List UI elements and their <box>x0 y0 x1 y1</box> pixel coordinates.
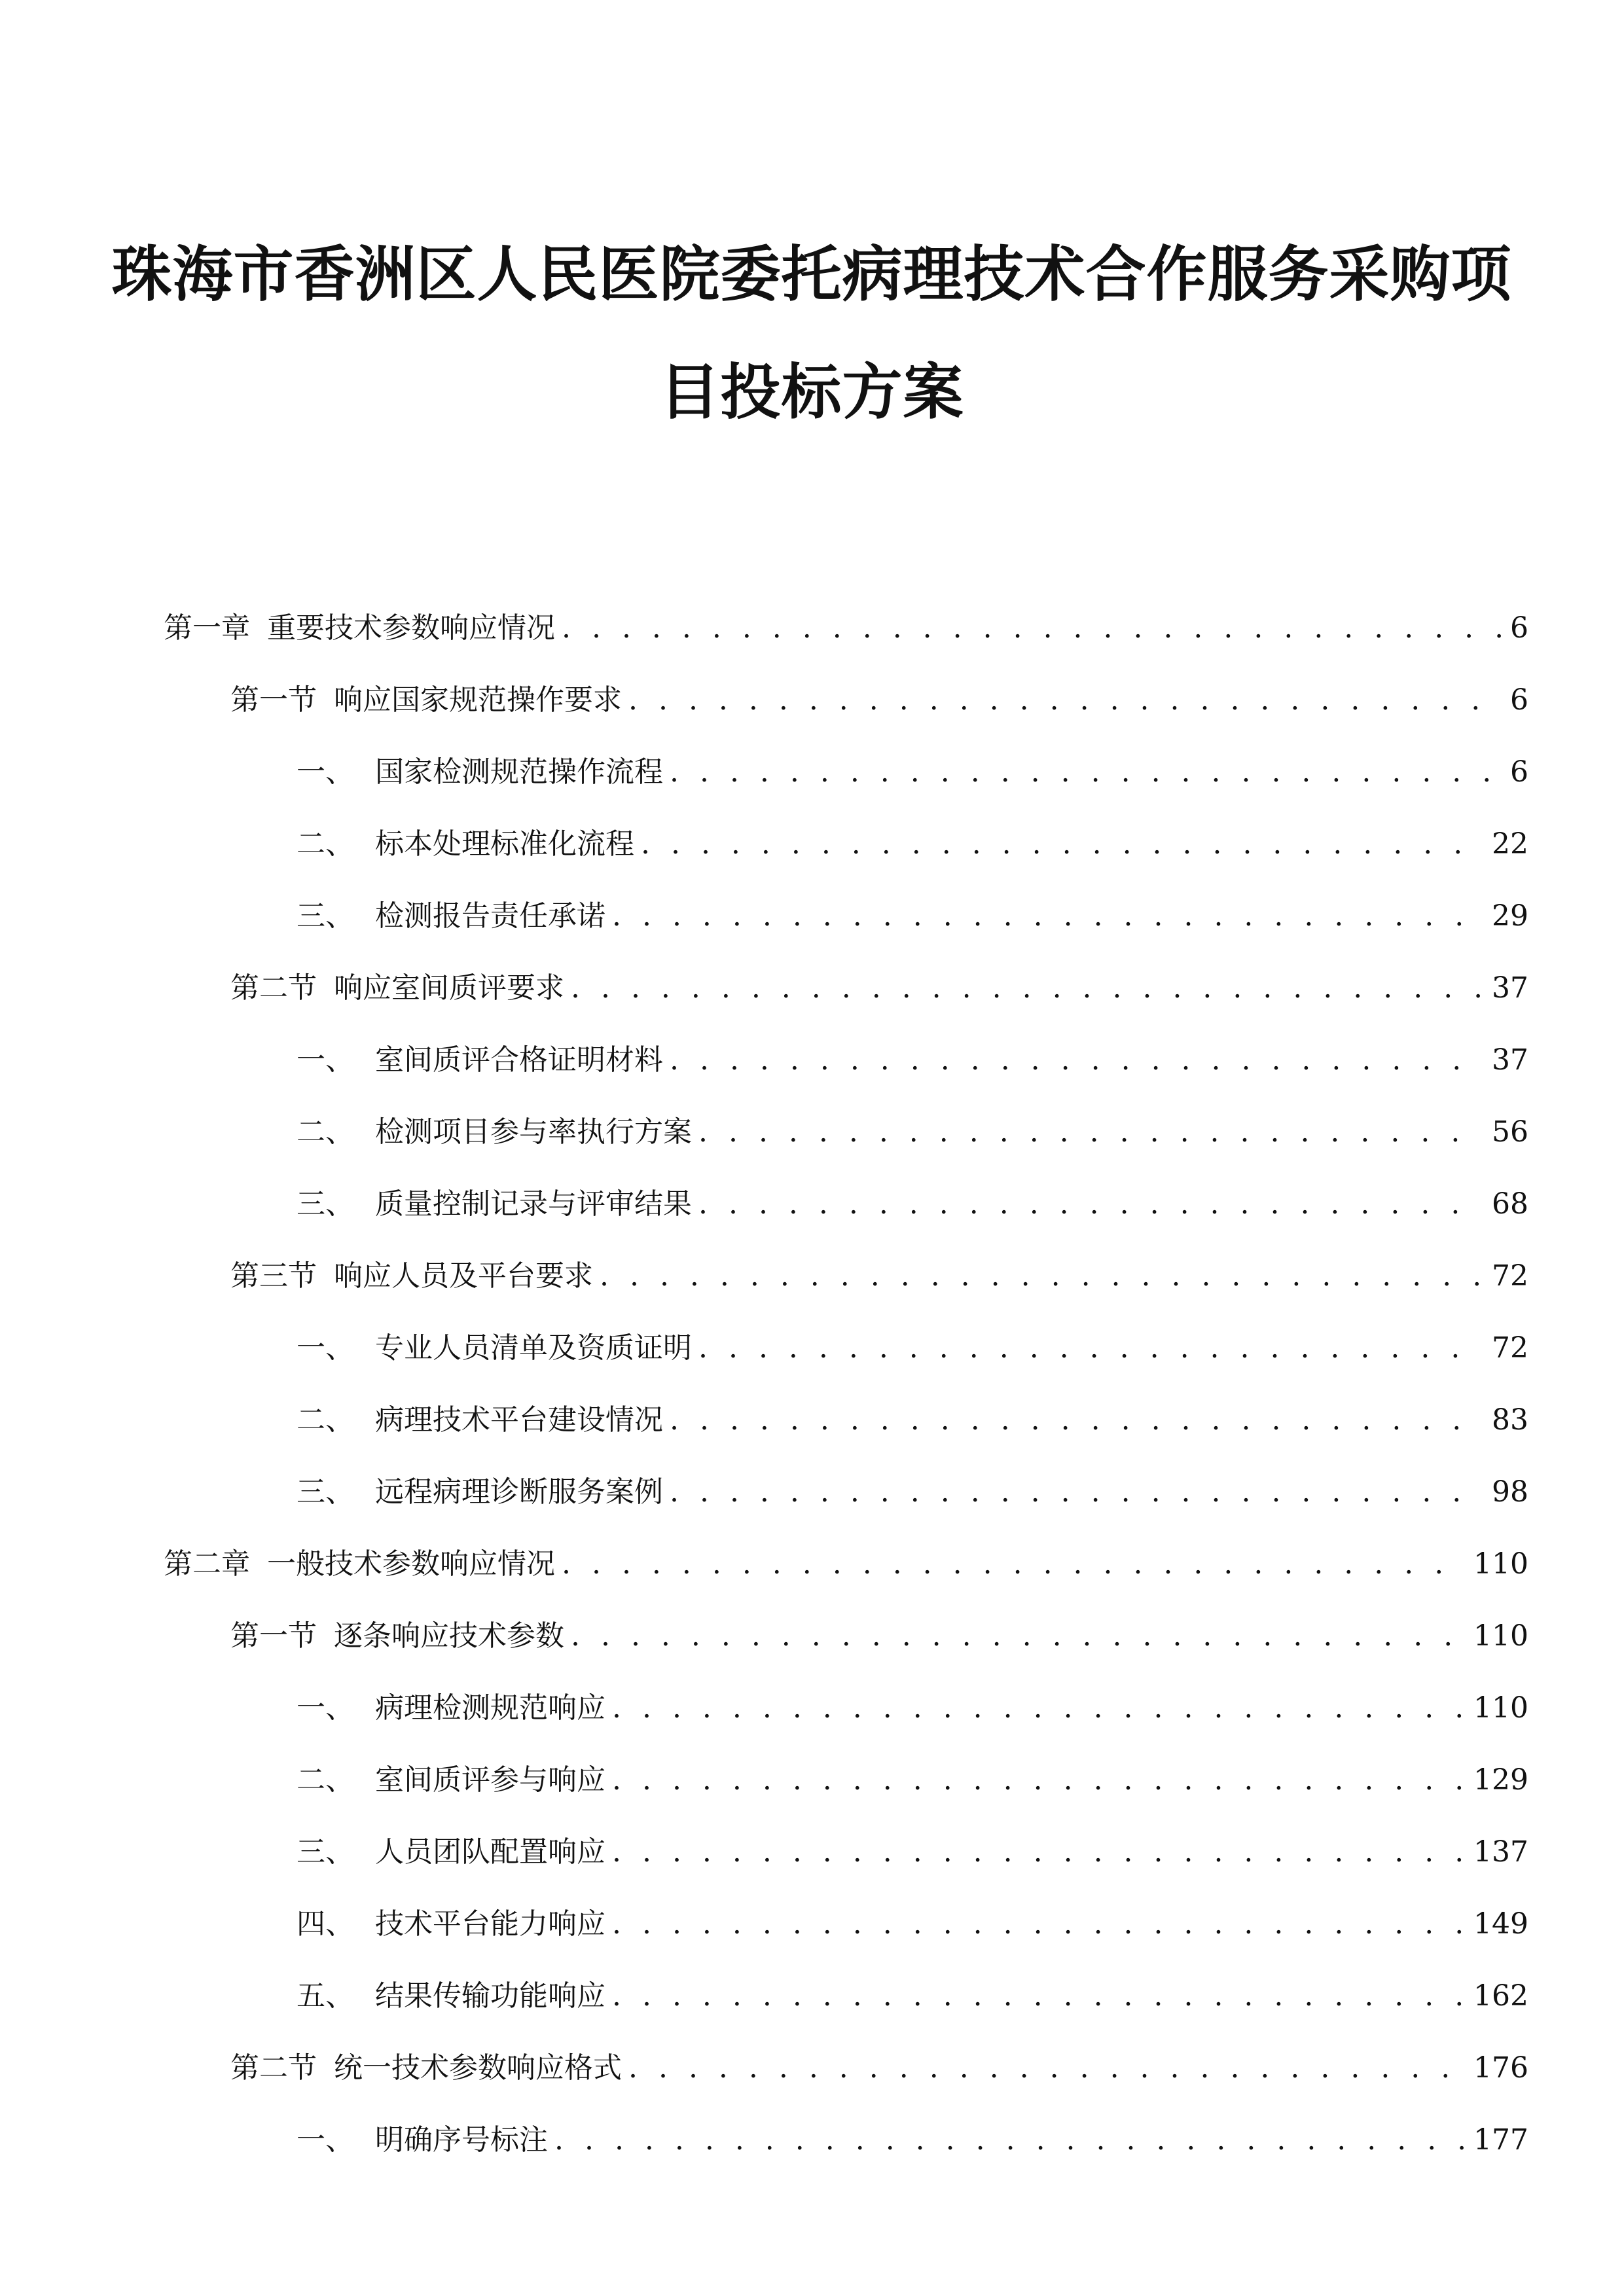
toc-dot-leader <box>698 1113 1483 1152</box>
toc-entry-label: 检测项目参与率执行方案 <box>375 1115 692 1149</box>
toc-entry-number: 一、 <box>297 1691 354 1725</box>
toc-entry[interactable] <box>297 2121 1528 2160</box>
toc-entry[interactable] <box>297 897 1528 936</box>
toc-entry-label: 标本处理标准化流程 <box>375 827 634 861</box>
toc-entry-page-number: 129 <box>1473 1763 1528 1797</box>
toc-entry[interactable] <box>297 1761 1528 1800</box>
toc-dot-leader <box>612 897 1483 936</box>
toc-entry-number: 第二节 <box>230 2051 317 2085</box>
toc-entry[interactable] <box>297 1329 1528 1368</box>
toc-entry-label: 明确序号标注 <box>375 2123 548 2157</box>
toc-entry-label: 响应人员及平台要求 <box>334 1259 593 1293</box>
toc-entry[interactable] <box>230 1257 1528 1296</box>
toc-entry-label: 病理技术平台建设情况 <box>375 1403 663 1437</box>
toc-dot-leader <box>571 969 1483 1008</box>
toc-entry-label: 响应国家规范操作要求 <box>334 683 622 717</box>
toc-entry-page-number: 110 <box>1473 1619 1528 1653</box>
toc-entry-page-number: 37 <box>1492 1043 1528 1077</box>
toc-entry-page-number: 29 <box>1492 899 1528 933</box>
toc-entry[interactable] <box>164 609 1528 648</box>
toc-entry-label: 结果传输功能响应 <box>375 1979 605 2013</box>
toc-entry-number: 四、 <box>297 1907 354 1941</box>
toc-entry-page-number: 177 <box>1473 2123 1528 2157</box>
toc-entry-label: 重要技术参数响应情况 <box>267 611 555 645</box>
toc-entry-label: 专业人员清单及资质证明 <box>375 1331 692 1365</box>
toc-entry[interactable] <box>297 825 1528 864</box>
toc-entry-number: 一、 <box>297 2123 354 2157</box>
toc-entry-number: 五、 <box>297 1979 354 2013</box>
toc-entry-number: 二、 <box>297 1115 354 1149</box>
toc-entry-number: 第三节 <box>230 1259 317 1293</box>
toc-entry-number: 三、 <box>297 899 354 933</box>
toc-entry-page-number: 162 <box>1473 1979 1528 2013</box>
toc-dot-leader <box>554 2121 1464 2160</box>
toc-entry-label: 病理检测规范响应 <box>375 1691 605 1725</box>
toc-dot-leader <box>628 681 1501 720</box>
toc-entry[interactable] <box>297 1833 1528 1872</box>
toc-entry-label: 远程病理诊断服务案例 <box>375 1475 663 1509</box>
toc-dot-leader <box>612 1977 1464 2016</box>
toc-entry-label: 室间质评合格证明材料 <box>375 1043 663 1077</box>
toc-entry-number: 一、 <box>297 1043 354 1077</box>
toc-entry-label: 检测报告责任承诺 <box>375 899 605 933</box>
toc-entry[interactable] <box>230 1617 1528 1656</box>
toc-dot-leader <box>670 1041 1483 1080</box>
toc-dot-leader <box>698 1329 1483 1368</box>
toc-entry[interactable] <box>230 2049 1528 2088</box>
toc-dot-leader <box>600 1257 1483 1296</box>
toc-dot-leader <box>670 1401 1483 1440</box>
toc-entry-page-number: 149 <box>1473 1907 1528 1941</box>
toc-entry-page-number: 6 <box>1510 611 1528 645</box>
toc-dot-leader <box>641 825 1483 864</box>
toc-entry-page-number: 72 <box>1492 1259 1528 1293</box>
toc-entry-label: 逐条响应技术参数 <box>334 1619 564 1653</box>
toc-dot-leader <box>612 1833 1464 1872</box>
toc-entry-number: 第一节 <box>230 1619 317 1653</box>
toc-entry-page-number: 68 <box>1492 1187 1528 1221</box>
toc-entry[interactable] <box>297 1905 1528 1944</box>
toc-entry-page-number: 37 <box>1492 971 1528 1005</box>
toc-entry[interactable] <box>297 1689 1528 1728</box>
toc-entry-number: 二、 <box>297 1763 354 1797</box>
toc-dot-leader <box>562 1545 1464 1584</box>
toc-entry-page-number: 110 <box>1473 1547 1528 1581</box>
toc-entry-label: 统一技术参数响应格式 <box>334 2051 622 2085</box>
toc-entry-label: 质量控制记录与评审结果 <box>375 1187 692 1221</box>
toc-entry[interactable] <box>230 681 1528 720</box>
toc-entry[interactable] <box>297 753 1528 792</box>
toc-entry-page-number: 98 <box>1492 1475 1528 1509</box>
toc-dot-leader <box>571 1617 1464 1656</box>
toc-entry-number: 第二章 <box>164 1547 250 1581</box>
toc-entry-page-number: 83 <box>1492 1403 1528 1437</box>
toc-entry-page-number: 56 <box>1492 1115 1528 1149</box>
toc-entry-number: 一、 <box>297 755 354 789</box>
toc-entry-page-number: 22 <box>1492 827 1528 861</box>
toc-entry-number: 二、 <box>297 1403 354 1437</box>
toc-entry-label: 室间质评参与响应 <box>375 1763 605 1797</box>
document-title-line-2: 目投标方案 <box>659 357 964 427</box>
toc-dot-leader <box>698 1185 1483 1224</box>
toc-entry-page-number: 137 <box>1473 1835 1528 1869</box>
toc-entry-page-number: 110 <box>1473 1691 1528 1725</box>
toc-entry[interactable] <box>297 1185 1528 1224</box>
toc-entry-number: 第一章 <box>164 611 250 645</box>
toc-entry-label: 人员团队配置响应 <box>375 1835 605 1869</box>
toc-entry-page-number: 176 <box>1473 2051 1528 2085</box>
toc-entry-label: 响应室间质评要求 <box>334 971 564 1005</box>
toc-entry-page-number: 6 <box>1510 755 1528 789</box>
document-title-line-1: 珠海市香洲区人民医院委托病理技术合作服务采购项 <box>111 240 1512 310</box>
toc-entry-number: 三、 <box>297 1187 354 1221</box>
toc-entry-page-number: 72 <box>1492 1331 1528 1365</box>
toc-entry[interactable] <box>297 1473 1528 1512</box>
toc-entry-number: 二、 <box>297 827 354 861</box>
toc-dot-leader <box>670 1473 1483 1512</box>
toc-entry-number: 三、 <box>297 1835 354 1869</box>
toc-dot-leader <box>562 609 1501 648</box>
toc-entry[interactable] <box>297 1401 1528 1440</box>
toc-dot-leader <box>612 1761 1464 1800</box>
toc-entry[interactable] <box>164 1545 1528 1584</box>
toc-entry[interactable] <box>297 1977 1528 2016</box>
toc-dot-leader <box>628 2049 1464 2088</box>
toc-entry-number: 三、 <box>297 1475 354 1509</box>
toc-entry[interactable] <box>297 1041 1528 1080</box>
toc-entry-label: 一般技术参数响应情况 <box>267 1547 555 1581</box>
toc-entry-page-number: 6 <box>1510 683 1528 717</box>
toc-entry-number: 第二节 <box>230 971 317 1005</box>
toc-entry-number: 一、 <box>297 1331 354 1365</box>
toc-dot-leader <box>612 1905 1464 1944</box>
toc-entry[interactable] <box>297 1113 1528 1152</box>
toc-dot-leader <box>612 1689 1464 1728</box>
toc-entry[interactable] <box>230 969 1528 1008</box>
toc-entry-number: 第一节 <box>230 683 317 717</box>
toc-dot-leader <box>670 753 1501 792</box>
toc-entry-label: 技术平台能力响应 <box>375 1907 605 1941</box>
toc-entry-label: 国家检测规范操作流程 <box>375 755 663 789</box>
